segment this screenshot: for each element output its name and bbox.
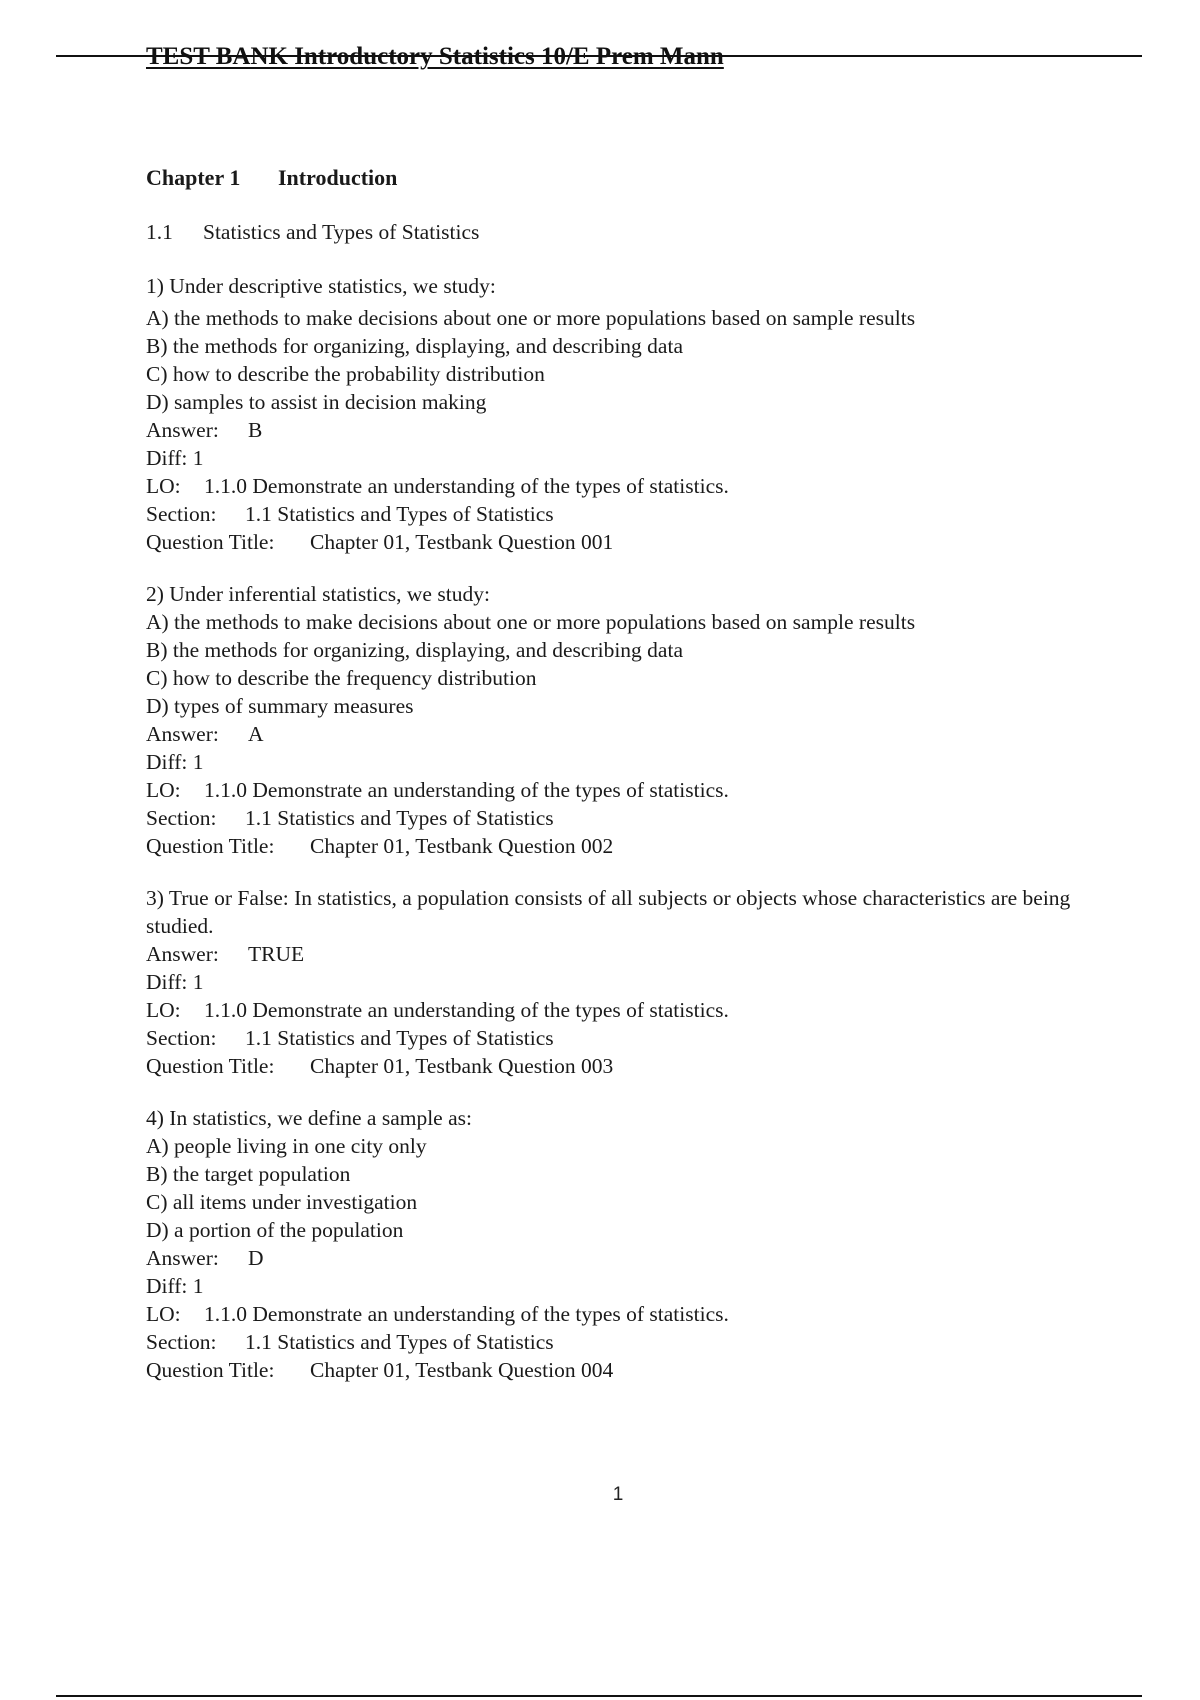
section-value: 1.1 Statistics and Types of Statistics	[245, 1026, 554, 1050]
question-title-label: Question Title:	[146, 530, 275, 554]
answer-line	[146, 1244, 1106, 1272]
footer-rule	[56, 1695, 1142, 1697]
answer-value: TRUE	[248, 942, 305, 966]
question-item	[146, 272, 1106, 556]
diff-value: 1	[192, 750, 204, 774]
lo-value: 1.1.0 Demonstrate an understanding of the types of statistics.	[204, 998, 729, 1022]
document-header-title: TEST BANK Introductory Statistics 10/E Prem Mann	[146, 43, 724, 70]
question-title-value: Chapter 01, Testbank Question 001	[310, 530, 614, 554]
answer-option: C) how to describe the frequency distribution	[146, 666, 537, 690]
answer-option: A) the methods to make decisions about one or more populations based on sample results	[146, 610, 916, 634]
section-value: 1.1 Statistics and Types of Statistics	[245, 806, 554, 830]
diff-label: Diff:	[146, 970, 188, 994]
question-title-label: Question Title:	[146, 834, 275, 858]
answer-option: A) the methods to make decisions about one or more populations based on sample results	[146, 306, 916, 330]
question-prompt: 2) Under inferential statistics, we study:	[146, 582, 490, 606]
page-number: 1	[612, 1484, 624, 1505]
answer-line	[146, 720, 1106, 748]
answer-option: D) types of summary measures	[146, 694, 414, 718]
lo-value: 1.1.0 Demonstrate an understanding of the types of statistics.	[204, 778, 729, 802]
answer-label: Answer:	[146, 722, 219, 746]
section-heading	[146, 218, 1106, 246]
difficulty-line	[146, 1272, 1106, 1300]
question-title-line	[146, 1356, 1106, 1384]
section-line	[146, 1328, 1106, 1356]
question-title-value: Chapter 01, Testbank Question 004	[310, 1358, 614, 1382]
question-prompt: 3) True or False: In statistics, a population consists of all subjects or objects whose characteristics are being studied.	[146, 886, 1071, 938]
answer-option: C) how to describe the probability distribution	[146, 362, 545, 386]
section-value: 1.1 Statistics and Types of Statistics	[245, 502, 554, 526]
lo-label: LO:	[146, 474, 181, 498]
question-title-line	[146, 528, 1106, 556]
question-item	[146, 580, 1106, 860]
document-body	[146, 162, 1106, 1408]
question-item	[146, 884, 1106, 1080]
diff-value: 1	[192, 970, 204, 994]
answer-value: D	[248, 1246, 264, 1270]
diff-value: 1	[192, 1274, 204, 1298]
answer-option: A) people living in one city only	[146, 1134, 427, 1158]
answer-label: Answer:	[146, 1246, 219, 1270]
answer-option: D) samples to assist in decision making	[146, 390, 487, 414]
question-title-line	[146, 832, 1106, 860]
section-line	[146, 1024, 1106, 1052]
section-line	[146, 500, 1106, 528]
question-prompt: 1) Under descriptive statistics, we study:	[146, 274, 496, 298]
section-label: Section:	[146, 806, 217, 830]
learning-objective-line	[146, 472, 1106, 500]
learning-objective-line	[146, 996, 1106, 1024]
answer-option: C) all items under investigation	[146, 1190, 418, 1214]
learning-objective-line	[146, 776, 1106, 804]
lo-value: 1.1.0 Demonstrate an understanding of the types of statistics.	[204, 474, 729, 498]
section-value: 1.1 Statistics and Types of Statistics	[245, 1330, 554, 1354]
answer-value: B	[248, 418, 263, 442]
answer-option: B) the target population	[146, 1162, 351, 1186]
chapter-number: Chapter 1	[146, 165, 241, 190]
answer-line	[146, 940, 1106, 968]
diff-label: Diff:	[146, 750, 188, 774]
difficulty-line	[146, 748, 1106, 776]
diff-label: Diff:	[146, 1274, 188, 1298]
lo-label: LO:	[146, 1302, 181, 1326]
lo-label: LO:	[146, 998, 181, 1022]
answer-label: Answer:	[146, 418, 219, 442]
question-title-value: Chapter 01, Testbank Question 002	[310, 834, 614, 858]
answer-value: A	[248, 722, 264, 746]
section-label: Section:	[146, 502, 217, 526]
chapter-title: Introduction	[278, 165, 398, 190]
question-title-label: Question Title:	[146, 1358, 275, 1382]
question-title-line	[146, 1052, 1106, 1080]
answer-option: B) the methods for organizing, displaying, and describing data	[146, 638, 683, 662]
learning-objective-line	[146, 1300, 1106, 1328]
diff-label: Diff:	[146, 446, 188, 470]
difficulty-line	[146, 968, 1106, 996]
answer-option: D) a portion of the population	[146, 1218, 404, 1242]
difficulty-line	[146, 444, 1106, 472]
section-label: Section:	[146, 1026, 217, 1050]
section-number: 1.1	[146, 220, 173, 244]
lo-value: 1.1.0 Demonstrate an understanding of the types of statistics.	[204, 1302, 729, 1326]
chapter-heading	[146, 162, 1106, 194]
lo-label: LO:	[146, 778, 181, 802]
answer-line	[146, 416, 1106, 444]
answer-label: Answer:	[146, 942, 219, 966]
section-label: Section:	[146, 1330, 217, 1354]
question-prompt: 4) In statistics, we define a sample as:	[146, 1106, 472, 1130]
section-line	[146, 804, 1106, 832]
section-title: Statistics and Types of Statistics	[203, 220, 480, 244]
question-title-value: Chapter 01, Testbank Question 003	[310, 1054, 614, 1078]
answer-option: B) the methods for organizing, displaying, and describing data	[146, 334, 683, 358]
diff-value: 1	[192, 446, 204, 470]
question-item	[146, 1104, 1106, 1384]
question-title-label: Question Title:	[146, 1054, 275, 1078]
